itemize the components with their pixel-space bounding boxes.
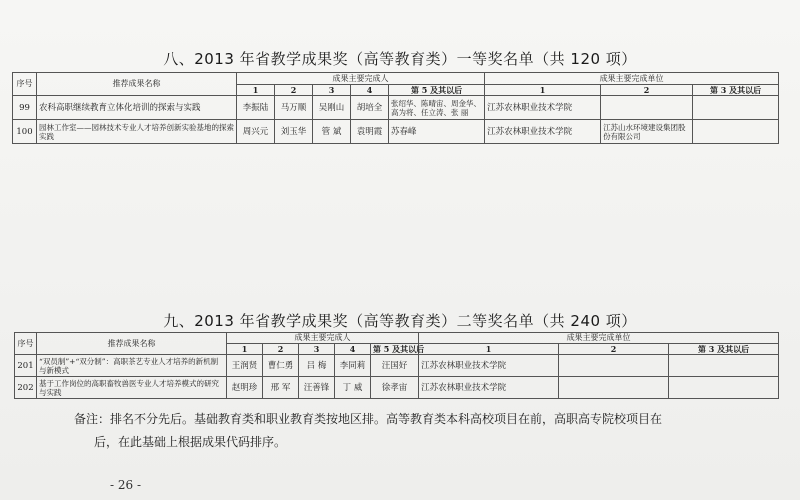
table-row bbox=[13, 96, 779, 120]
header-seq: 序号 bbox=[15, 333, 37, 355]
row-p4: 丁 威 bbox=[335, 377, 371, 399]
header-u1: 1 bbox=[485, 85, 601, 96]
row-seq: 100 bbox=[13, 120, 37, 144]
row-u3 bbox=[693, 96, 779, 120]
header-p2: 2 bbox=[275, 85, 313, 96]
row-u3 bbox=[669, 355, 779, 377]
section2-table bbox=[14, 332, 779, 399]
row-u2 bbox=[559, 355, 669, 377]
note-line-2: 后，在此基础上根据成果代码排序。 bbox=[94, 435, 287, 449]
table-row bbox=[15, 355, 779, 377]
section2-title: 九、2013 年省教学成果奖（高等教育类）二等奖名单（共 240 项） bbox=[163, 312, 637, 330]
header-p4: 4 bbox=[351, 85, 389, 96]
page-number: - 26 - bbox=[110, 478, 142, 492]
table-row bbox=[15, 377, 779, 399]
row-p5: 苏春峰 bbox=[389, 120, 485, 144]
row-u1: 江苏农林职业技术学院 bbox=[485, 96, 601, 120]
row-p1: 赵明珍 bbox=[227, 377, 263, 399]
header-p2: 2 bbox=[263, 344, 299, 355]
row-name: 园林工作室——园林技术专业人才培养创新实验基地的探索实践 bbox=[37, 120, 237, 144]
row-u2 bbox=[601, 96, 693, 120]
header-p5: 第 5 及其以后 bbox=[371, 344, 419, 355]
row-seq: 202 bbox=[15, 377, 37, 399]
row-u1: 江苏农林职业技术学院 bbox=[485, 120, 601, 144]
header-u2: 2 bbox=[559, 344, 669, 355]
note-line-1: 备注：排名不分先后。基础教育类和职业教育类按地区排。高等教育类本科高校项目在前，高职高专院校项目在 bbox=[74, 412, 663, 426]
header-units: 成果主要完成单位 bbox=[419, 333, 779, 344]
row-p2: 邢 军 bbox=[263, 377, 299, 399]
header-u3: 第 3 及其以后 bbox=[669, 344, 779, 355]
row-p4: 胡培全 bbox=[351, 96, 389, 120]
row-p5: 张绍华、陈晴宙、周金华、高为将、任立涛、张 丽 bbox=[389, 96, 485, 120]
table-row bbox=[13, 120, 779, 144]
row-name: 基于工作岗位的高职畜牧兽医专业人才培养模式的研究与实践 bbox=[37, 377, 227, 399]
row-p5: 汪国好 bbox=[371, 355, 419, 377]
row-name: “双员制”+“双分制”：高职茶艺专业人才培养的新机制与新模式 bbox=[37, 355, 227, 377]
row-p1: 李振陆 bbox=[237, 96, 275, 120]
row-p3: 汪善锋 bbox=[299, 377, 335, 399]
row-u1: 江苏农林职业技术学院 bbox=[419, 355, 559, 377]
header-units: 成果主要完成单位 bbox=[485, 73, 779, 85]
row-p2: 刘玉华 bbox=[275, 120, 313, 144]
row-seq: 99 bbox=[13, 96, 37, 120]
header-p1: 1 bbox=[237, 85, 275, 96]
row-p1: 周兴元 bbox=[237, 120, 275, 144]
header-p3: 3 bbox=[313, 85, 351, 96]
row-p4: 袁明霞 bbox=[351, 120, 389, 144]
row-p4: 李同莉 bbox=[335, 355, 371, 377]
section1-title: 八、2013 年省教学成果奖（高等教育类）一等奖名单（共 120 项） bbox=[163, 50, 637, 68]
header-p5: 第 5 及其以后 bbox=[389, 85, 485, 96]
header-p3: 3 bbox=[299, 344, 335, 355]
row-u1: 江苏农林职业技术学院 bbox=[419, 377, 559, 399]
header-persons: 成果主要完成人 bbox=[227, 333, 419, 344]
row-p5: 徐孝宙 bbox=[371, 377, 419, 399]
header-u1: 1 bbox=[419, 344, 559, 355]
header-u3: 第 3 及其以后 bbox=[693, 85, 779, 96]
row-p3: 管 斌 bbox=[313, 120, 351, 144]
header-p1: 1 bbox=[227, 344, 263, 355]
row-p2: 曹仁勇 bbox=[263, 355, 299, 377]
row-p3: 吴刚山 bbox=[313, 96, 351, 120]
row-u2: 江苏山水环境建设集团股份有限公司 bbox=[601, 120, 693, 144]
header-name: 推荐成果名称 bbox=[37, 333, 227, 355]
row-seq: 201 bbox=[15, 355, 37, 377]
header-p4: 4 bbox=[335, 344, 371, 355]
header-persons: 成果主要完成人 bbox=[237, 73, 485, 85]
row-u3 bbox=[693, 120, 779, 144]
row-p3: 吕 梅 bbox=[299, 355, 335, 377]
header-name: 推荐成果名称 bbox=[37, 73, 237, 96]
row-name: 农科高职继续教育立体化培训的探索与实践 bbox=[37, 96, 237, 120]
row-p2: 马万顺 bbox=[275, 96, 313, 120]
row-u3 bbox=[669, 377, 779, 399]
header-seq: 序号 bbox=[13, 73, 37, 96]
row-u2 bbox=[559, 377, 669, 399]
section1-table bbox=[12, 72, 779, 144]
row-p1: 王润贤 bbox=[227, 355, 263, 377]
header-u2: 2 bbox=[601, 85, 693, 96]
